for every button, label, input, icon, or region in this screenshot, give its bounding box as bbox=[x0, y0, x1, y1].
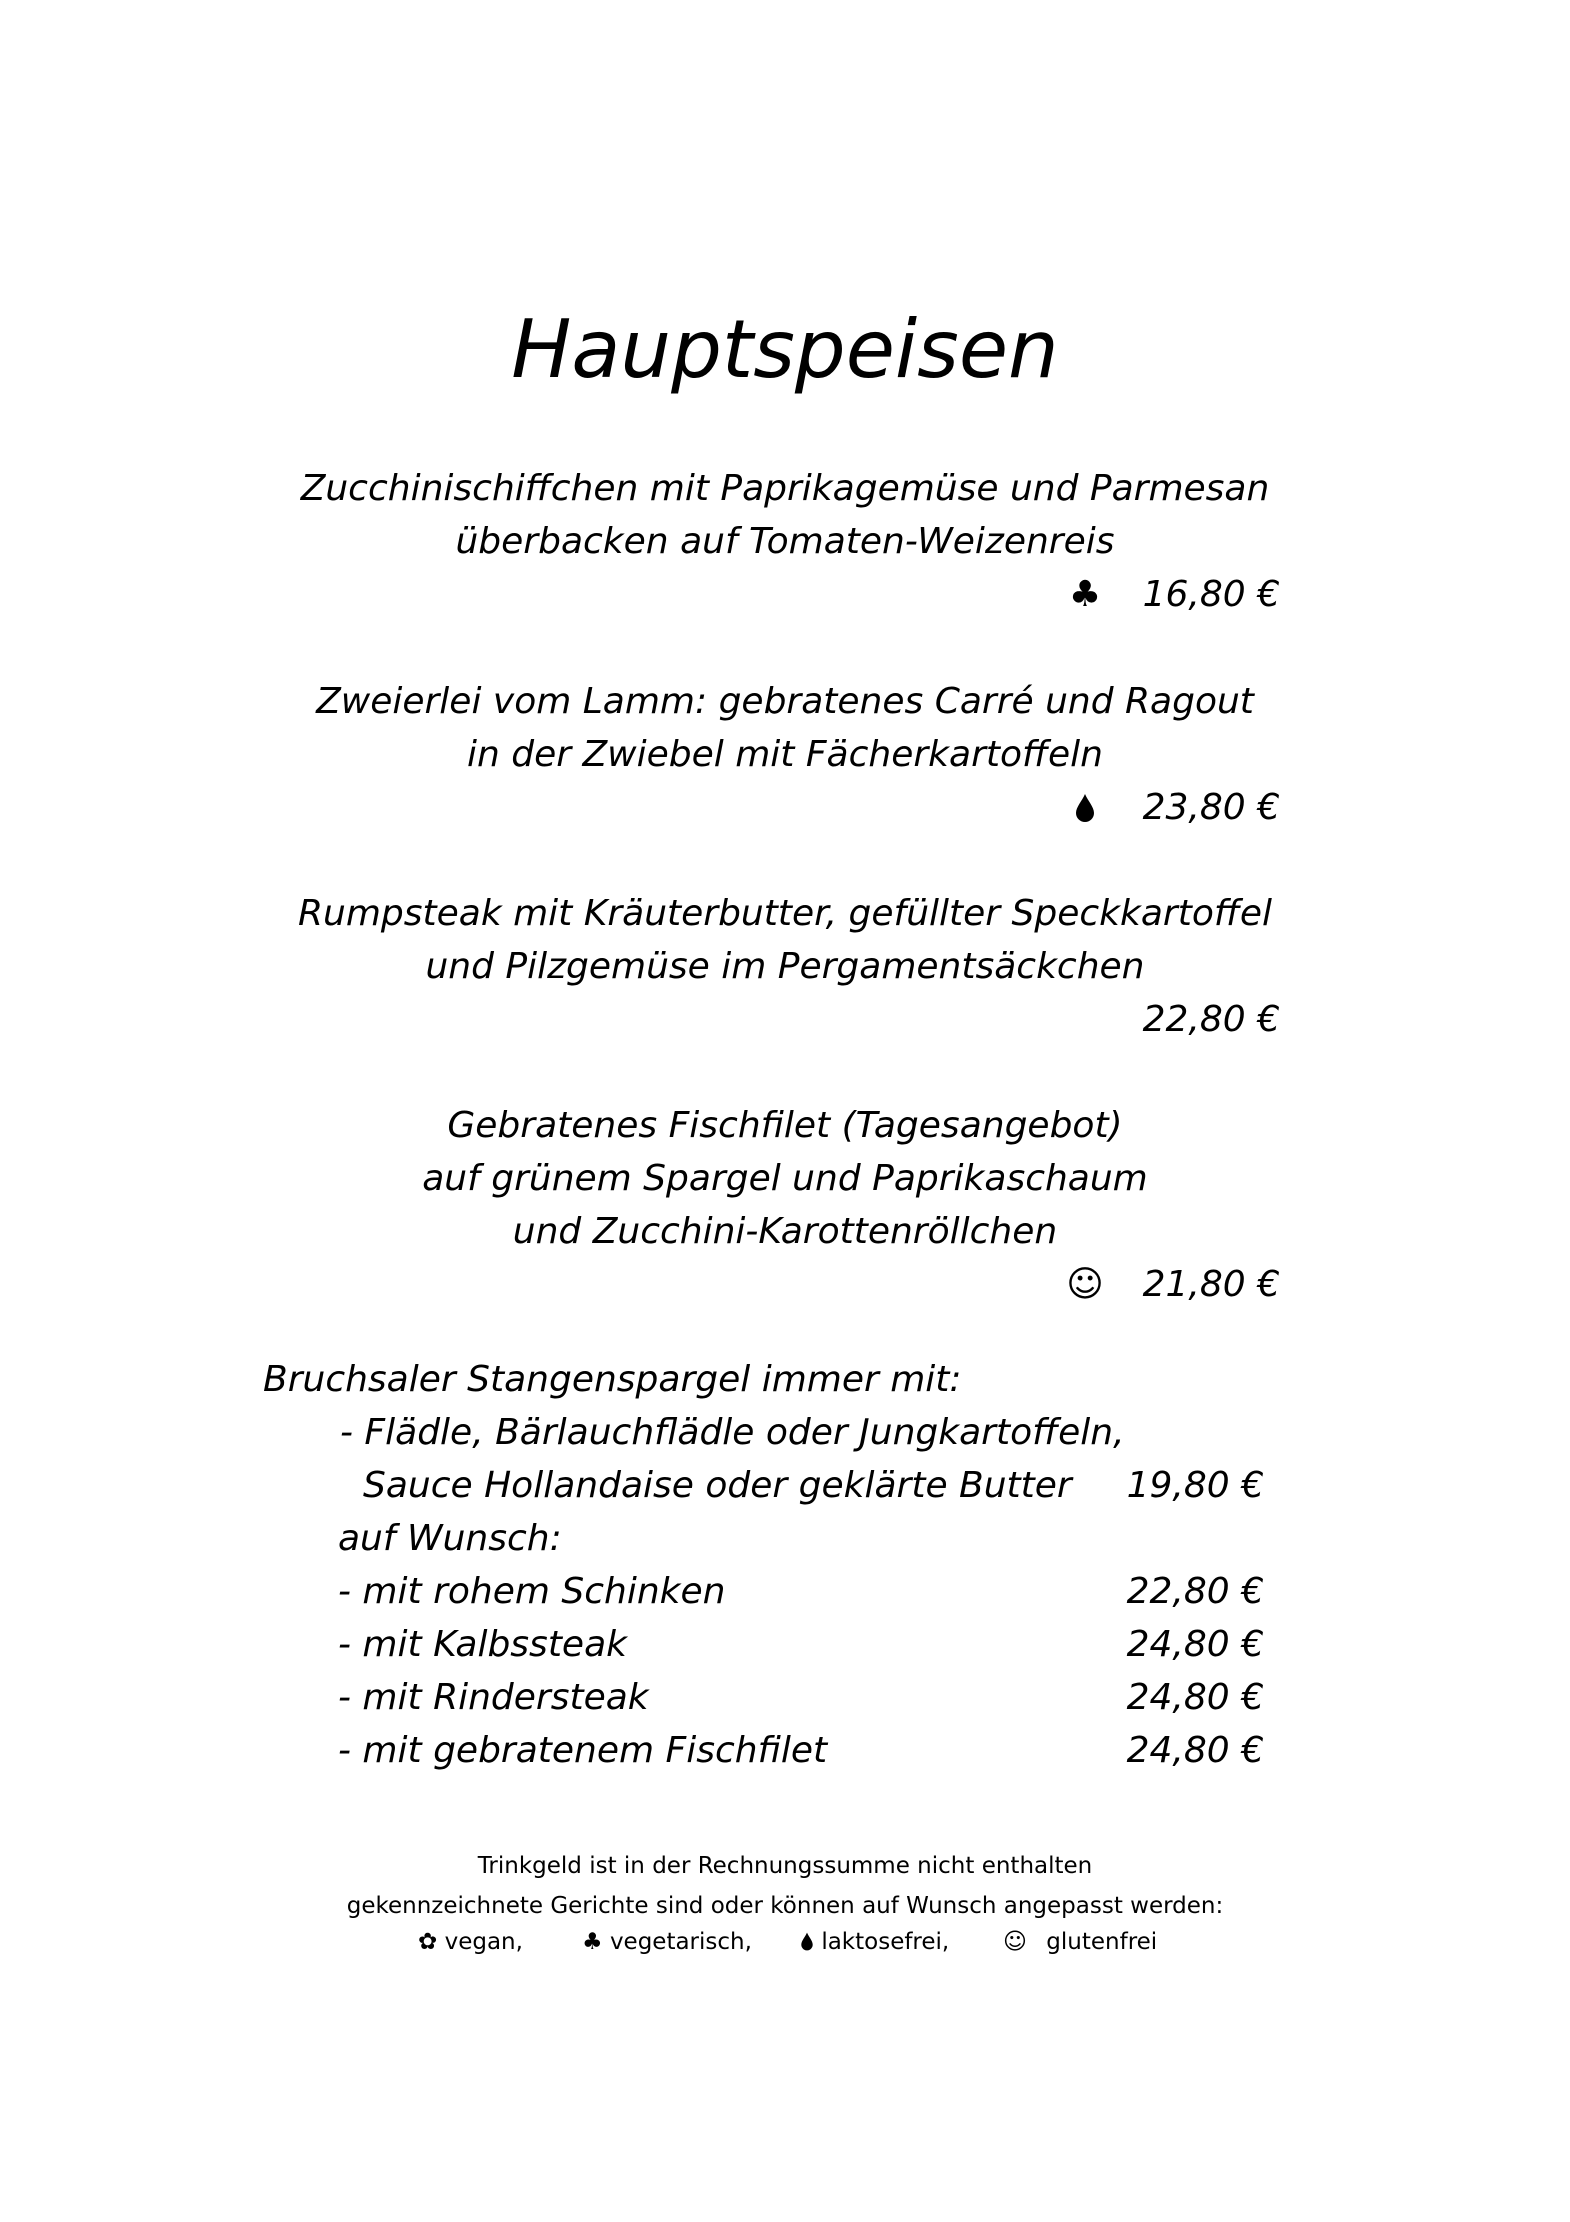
dish-price-row bbox=[0, 1259, 1570, 1311]
asparagus-option bbox=[0, 1672, 1570, 1724]
option-price: 24,80 € bbox=[1126, 1624, 1264, 1665]
dish-name-line: Rumpsteak mit Kräuterbutter, gefüllter Speckkartoffel bbox=[297, 893, 1272, 934]
dish-name-line: und Zucchini-Karottenröllchen bbox=[512, 1211, 1058, 1252]
option-price: 22,80 € bbox=[1126, 1571, 1264, 1612]
option-price: 24,80 € bbox=[1126, 1730, 1264, 1771]
dish-price: 16,80 € bbox=[1142, 574, 1280, 615]
dish-price: 23,80 € bbox=[1142, 787, 1280, 828]
dish-name-line: und Pilzgemüse im Pergamentsäckchen bbox=[425, 946, 1145, 987]
asparagus-wish-label: auf Wunsch: bbox=[338, 1518, 562, 1559]
legend-note: gekennzeichnete Gerichte sind oder können auf Wunsch angepasst werden: bbox=[346, 1893, 1224, 1919]
legend-item-vegan: ✿ vegan, bbox=[418, 1929, 523, 1955]
vegetarian-icon: ♣ bbox=[1068, 574, 1102, 615]
dish-name-line: überbacken auf Tomaten-Weizenreis bbox=[455, 521, 1115, 562]
dish-price: 21,80 € bbox=[1142, 1264, 1280, 1305]
dish-name-line: Zweierlei vom Lamm: gebratenes Carré und Ragout bbox=[316, 681, 1254, 722]
smiley-icon: ☺ bbox=[1003, 1929, 1027, 1955]
dish-price-row bbox=[0, 994, 1570, 1046]
option-label: - mit gebratenem Fischfilet bbox=[338, 1730, 828, 1771]
dish-price: 22,80 € bbox=[1142, 999, 1280, 1040]
page-title: Hauptspeisen bbox=[511, 303, 1059, 396]
drop-icon bbox=[800, 1929, 821, 1955]
legend-item-vegetarian: ♣ vegetarisch, bbox=[582, 1929, 752, 1955]
gluten-free-icon: ☺ bbox=[1066, 1264, 1104, 1305]
option-price: 24,80 € bbox=[1126, 1677, 1264, 1718]
legend-item-gluten-free: ☺ glutenfrei bbox=[1003, 1929, 1158, 1955]
asparagus-base-price: 19,80 € bbox=[1126, 1465, 1264, 1506]
asparagus-base-line: Sauce Hollandaise oder geklärte Butter bbox=[363, 1465, 1072, 1506]
dish-name-line: Gebratenes Fischfilet (Tagesangebot) bbox=[447, 1105, 1123, 1146]
dish-name-line: in der Zwiebel mit Fächerkartoffeln bbox=[467, 734, 1103, 775]
option-label: - mit Kalbssteak bbox=[338, 1624, 627, 1665]
tip-note: Trinkgeld ist in der Rechnungssumme nicht enthalten bbox=[477, 1853, 1093, 1879]
legend-item-lactose-free: laktosefrei, bbox=[800, 1927, 949, 1957]
lactose-free-icon bbox=[1060, 782, 1110, 834]
dish-name-line: Zucchinischiffchen mit Paprikagemüse und Parmesan bbox=[300, 468, 1270, 509]
dish-price-row bbox=[0, 569, 1570, 621]
club-icon: ♣ bbox=[582, 1929, 603, 1955]
asparagus-option bbox=[0, 1619, 1570, 1671]
dish-name-line: auf grünem Spargel und Paprikaschaum bbox=[422, 1158, 1148, 1199]
asparagus-base-line: - Flädle, Bärlauchflädle oder Jungkartoffeln, bbox=[340, 1412, 1125, 1453]
option-label: - mit rohem Schinken bbox=[338, 1571, 726, 1612]
asparagus-option bbox=[0, 1566, 1570, 1618]
option-label: - mit Rindersteak bbox=[338, 1677, 649, 1718]
asparagus-heading: Bruchsaler Stangenspargel immer mit: bbox=[263, 1359, 962, 1400]
asparagus-option bbox=[0, 1725, 1570, 1777]
flower-icon: ✿ bbox=[418, 1929, 438, 1955]
dish-price-row bbox=[0, 782, 1570, 834]
legend bbox=[0, 1927, 1570, 1957]
